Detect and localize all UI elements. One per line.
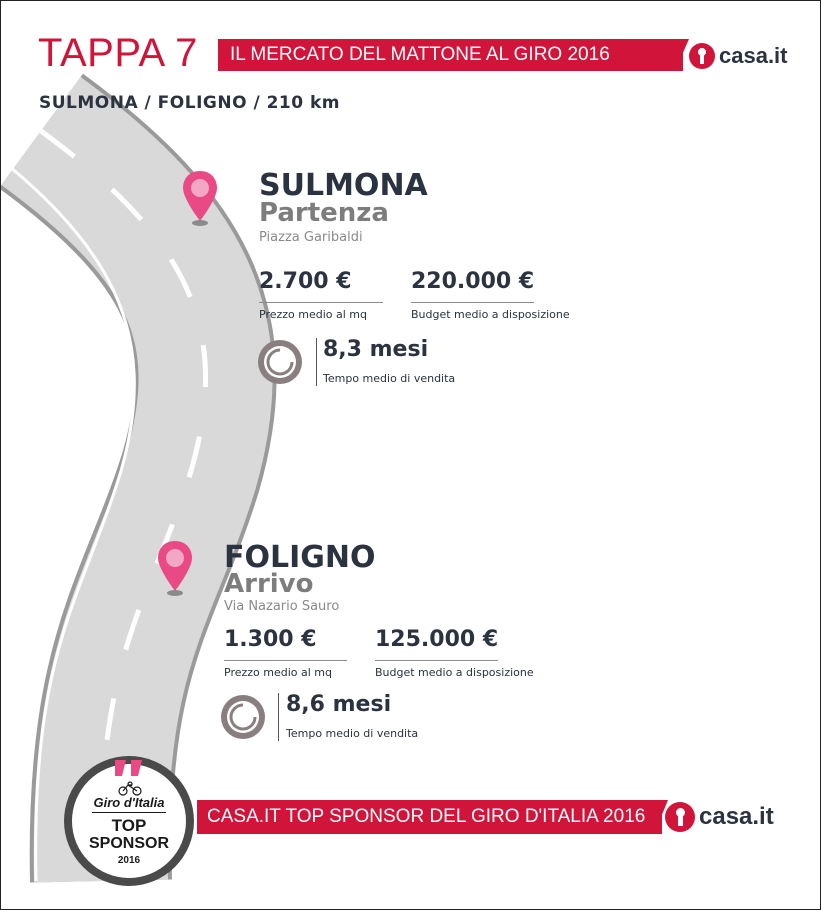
keyhole-logo-icon [665,802,695,832]
finish-address: Via Nazario Sauro [224,599,340,614]
header-banner: IL MERCATO DEL MATTONE AL GIRO 2016 [218,39,683,71]
start-budget-label: Budget medio a disposizione [411,308,570,321]
stage-title: TAPPA 7 [38,31,198,75]
brand-name: casa.it [719,43,788,68]
badge-brand: Giro d'Italia [93,795,165,810]
divider [278,693,279,741]
divider [316,338,317,386]
start-price-value: 2.700 € [259,269,352,294]
map-pin-icon [181,169,219,227]
clock-ring-icon [219,693,267,741]
finish-city: FOLIGNO [224,540,376,575]
finish-time-value: 8,6 mesi [286,692,392,717]
badge-line1: TOP [111,816,147,835]
brand-name: casa.it [699,803,774,830]
footer-banner: CASA.IT TOP SPONSOR DEL GIRO D'ITALIA 2016 [197,800,662,834]
map-pin-icon [156,539,194,597]
route-summary: SULMONA / FOLIGNO / 210 km [39,93,341,113]
start-budget-value: 220.000 € [411,269,535,294]
header-logo [689,43,788,69]
start-address: Piazza Garibaldi [259,230,363,245]
start-time-label: Tempo medio di vendita [323,372,456,385]
divider [375,660,498,661]
start-role: Partenza [259,198,389,228]
finish-budget-label: Budget medio a disposizione [375,666,534,679]
finish-price-value: 1.300 € [224,627,317,652]
banner-arrow [675,39,689,71]
finish-role: Arrivo [224,569,314,599]
keyhole-logo-icon [689,43,715,69]
badge-year: 2016 [117,855,141,866]
badge-line2: SPONSOR [88,835,169,852]
finish-price-label: Prezzo medio al mq [224,666,333,679]
divider [92,812,166,813]
finish-time-label: Tempo medio di vendita [286,727,419,740]
divider [224,660,347,661]
cyclist-icon [117,780,143,796]
divider [411,302,534,303]
finish-budget-value: 125.000 € [375,627,499,652]
footer-logo [665,802,774,832]
start-time-value: 8,3 mesi [323,337,429,362]
divider [259,302,383,303]
clock-ring-icon [256,338,304,386]
start-price-label: Prezzo medio al mq [259,308,368,321]
quote-marks-icon [113,758,147,782]
start-city: SULMONA [259,168,428,203]
